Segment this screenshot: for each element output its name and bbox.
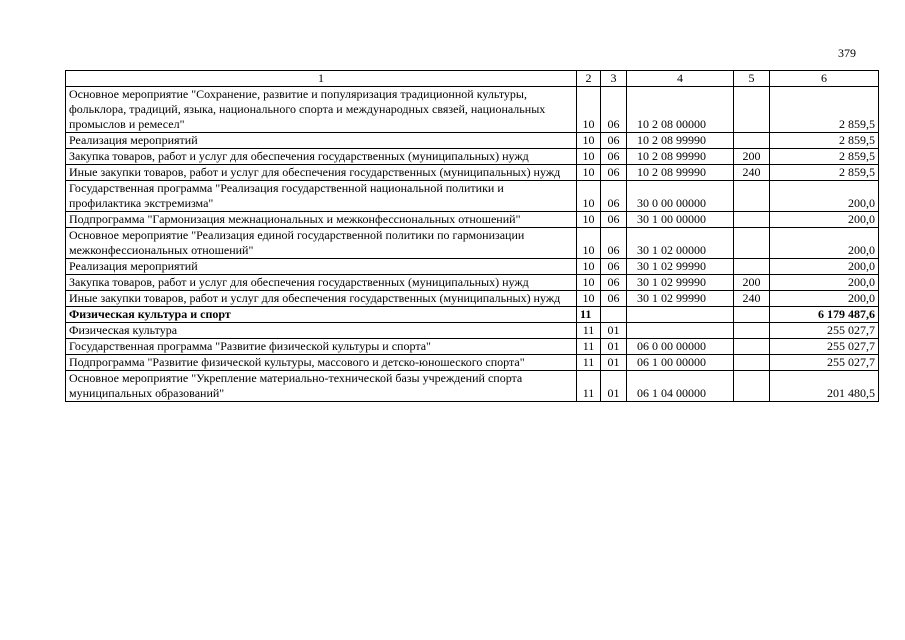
- cell-name: Государственная программа "Реализация государственной национальной политики и профилактика экстремизма": [66, 181, 577, 212]
- cell-target-article: 06 1 04 00000: [627, 371, 734, 402]
- cell-amount: 200,0: [770, 275, 879, 291]
- cell-subsection: 06: [601, 149, 627, 165]
- cell-section: 10: [577, 87, 601, 133]
- table-row: [66, 165, 879, 181]
- cell-subsection: 06: [601, 275, 627, 291]
- cell-expense-type: [734, 181, 770, 212]
- cell-section: 10: [577, 149, 601, 165]
- cell-subsection: 01: [601, 339, 627, 355]
- cell-subsection: 06: [601, 259, 627, 275]
- cell-target-article: 30 1 02 99990: [627, 275, 734, 291]
- cell-name: Основное мероприятие "Укрепление материально-технической базы учреждений спорта муниципальных образований": [66, 371, 577, 402]
- budget-table: [65, 70, 879, 402]
- cell-subsection: 01: [601, 371, 627, 402]
- cell-target-article: 30 1 02 99990: [627, 259, 734, 275]
- cell-name: Иные закупки товаров, работ и услуг для обеспечения государственных (муниципальных) нужд: [66, 291, 577, 307]
- cell-amount: 255 027,7: [770, 355, 879, 371]
- table-row: [66, 275, 879, 291]
- cell-subsection: 01: [601, 323, 627, 339]
- cell-amount: 255 027,7: [770, 323, 879, 339]
- cell-expense-type: [734, 133, 770, 149]
- cell-amount: 2 859,5: [770, 87, 879, 133]
- cell-expense-type: 240: [734, 291, 770, 307]
- cell-section: 10: [577, 133, 601, 149]
- page-number: 379: [838, 46, 856, 60]
- cell-section: 10: [577, 291, 601, 307]
- cell-amount: 200,0: [770, 259, 879, 275]
- cell-name: Реализация мероприятий: [66, 259, 577, 275]
- cell-name: Основное мероприятие "Реализация единой государственной политики по гармонизации межконфессиональных отношений": [66, 228, 577, 259]
- cell-section: 10: [577, 181, 601, 212]
- table-row: [66, 181, 879, 212]
- cell-name: Физическая культура: [66, 323, 577, 339]
- table-row: [66, 291, 879, 307]
- table-row: [66, 307, 879, 323]
- cell-section: 10: [577, 259, 601, 275]
- cell-name: Иные закупки товаров, работ и услуг для обеспечения государственных (муниципальных) нужд: [66, 165, 577, 181]
- cell-target-article: [627, 323, 734, 339]
- table-row: [66, 339, 879, 355]
- cell-target-article: 10 2 08 99990: [627, 149, 734, 165]
- cell-amount: 201 480,5: [770, 371, 879, 402]
- cell-target-article: 30 0 00 00000: [627, 181, 734, 212]
- cell-expense-type: [734, 87, 770, 133]
- table-row: [66, 149, 879, 165]
- table-header-row: [66, 71, 879, 87]
- cell-expense-type: 200: [734, 275, 770, 291]
- cell-target-article: 30 1 02 00000: [627, 228, 734, 259]
- cell-name: Подпрограмма "Развитие физической культуры, массового и детско-юношеского спорта": [66, 355, 577, 371]
- cell-subsection: 06: [601, 133, 627, 149]
- cell-target-article: 30 1 00 00000: [627, 212, 734, 228]
- cell-expense-type: [734, 355, 770, 371]
- cell-amount: 2 859,5: [770, 133, 879, 149]
- cell-amount: 6 179 487,6: [770, 307, 879, 323]
- cell-section: 11: [577, 323, 601, 339]
- header-cell: 1: [66, 71, 577, 87]
- cell-expense-type: [734, 339, 770, 355]
- table-row: [66, 228, 879, 259]
- cell-name: Закупка товаров, работ и услуг для обеспечения государственных (муниципальных) нужд: [66, 275, 577, 291]
- cell-name: Закупка товаров, работ и услуг для обеспечения государственных (муниципальных) нужд: [66, 149, 577, 165]
- cell-amount: 255 027,7: [770, 339, 879, 355]
- table-row: [66, 259, 879, 275]
- table-row: [66, 355, 879, 371]
- cell-target-article: 30 1 02 99990: [627, 291, 734, 307]
- header-cell: 5: [734, 71, 770, 87]
- cell-section: 11: [577, 307, 601, 323]
- table-row: [66, 133, 879, 149]
- header-cell: 2: [577, 71, 601, 87]
- table-row: [66, 371, 879, 402]
- cell-amount: 200,0: [770, 181, 879, 212]
- cell-target-article: 06 0 00 00000: [627, 339, 734, 355]
- cell-name: Государственная программа "Развитие физической культуры и спорта": [66, 339, 577, 355]
- cell-section: 10: [577, 228, 601, 259]
- cell-name: Реализация мероприятий: [66, 133, 577, 149]
- cell-name: Подпрограмма "Гармонизация межнациональных и межконфессиональных отношений": [66, 212, 577, 228]
- cell-section: 11: [577, 355, 601, 371]
- cell-expense-type: [734, 371, 770, 402]
- cell-subsection: 06: [601, 181, 627, 212]
- cell-amount: 2 859,5: [770, 149, 879, 165]
- cell-amount: 200,0: [770, 291, 879, 307]
- cell-target-article: 10 2 08 00000: [627, 87, 734, 133]
- cell-expense-type: [734, 307, 770, 323]
- cell-target-article: 10 2 08 99990: [627, 133, 734, 149]
- cell-expense-type: [734, 259, 770, 275]
- cell-section: 11: [577, 339, 601, 355]
- cell-amount: 2 859,5: [770, 165, 879, 181]
- cell-target-article: [627, 307, 734, 323]
- cell-expense-type: 240: [734, 165, 770, 181]
- cell-amount: 200,0: [770, 228, 879, 259]
- cell-section: 10: [577, 165, 601, 181]
- cell-subsection: [601, 307, 627, 323]
- cell-subsection: 06: [601, 87, 627, 133]
- cell-target-article: 10 2 08 99990: [627, 165, 734, 181]
- cell-expense-type: [734, 323, 770, 339]
- header-cell: 4: [627, 71, 734, 87]
- cell-target-article: 06 1 00 00000: [627, 355, 734, 371]
- table-row: [66, 212, 879, 228]
- cell-subsection: 06: [601, 291, 627, 307]
- table-row: [66, 87, 879, 133]
- cell-name: Физическая культура и спорт: [66, 307, 577, 323]
- cell-section: 11: [577, 371, 601, 402]
- cell-amount: 200,0: [770, 212, 879, 228]
- cell-subsection: 06: [601, 228, 627, 259]
- table-row: [66, 323, 879, 339]
- cell-expense-type: [734, 228, 770, 259]
- cell-subsection: 06: [601, 212, 627, 228]
- cell-expense-type: [734, 212, 770, 228]
- cell-section: 10: [577, 275, 601, 291]
- cell-subsection: 06: [601, 165, 627, 181]
- cell-subsection: 01: [601, 355, 627, 371]
- cell-expense-type: 200: [734, 149, 770, 165]
- header-cell: 3: [601, 71, 627, 87]
- cell-section: 10: [577, 212, 601, 228]
- cell-name: Основное мероприятие "Сохранение, развитие и популяризация традиционной культуры, фольклора, традиций, языка, национального спорта и международных связей, национальных промыслов и ремесел": [66, 87, 577, 133]
- header-cell: 6: [770, 71, 879, 87]
